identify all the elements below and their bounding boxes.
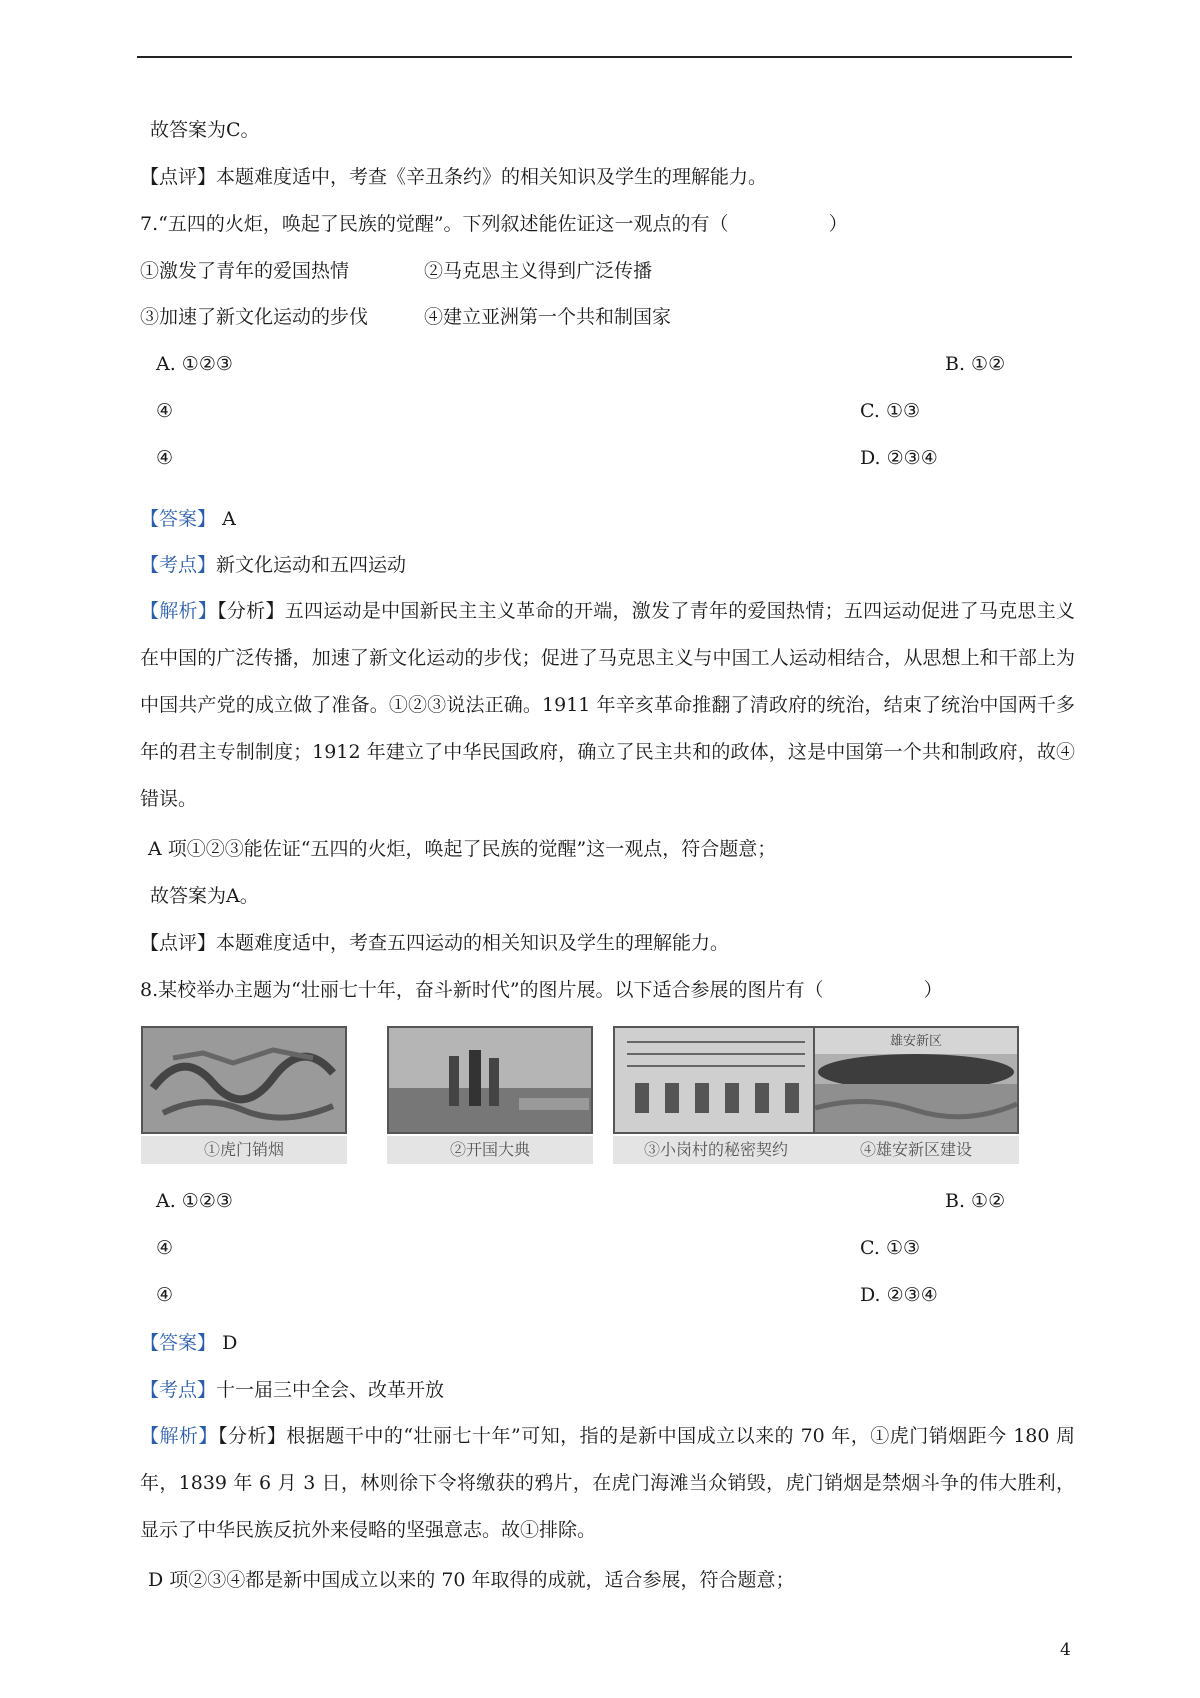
- point-tag: 【考点】: [140, 554, 217, 576]
- q8-option-b-cont: ④: [156, 1237, 174, 1259]
- q8-analysis: [140, 1413, 1075, 1554]
- point-tag: 【考点】: [140, 1379, 217, 1401]
- comment-text: 本题难度适中，考查五四运动的相关知识及学生的理解能力。: [216, 932, 730, 954]
- q8-stem-text: 8.某校举办主题为“壮丽七十年，奋斗新时代”的图片展。以下适合参展的图片有（: [140, 979, 824, 1001]
- point-text: 新文化运动和五四运动: [216, 554, 407, 576]
- q7-stem: [140, 211, 848, 237]
- q7-option-d: D. ②③④: [860, 447, 938, 469]
- picture-humen: [141, 1026, 347, 1166]
- answer-tag: 【答案】: [140, 1332, 217, 1354]
- answer-value: D: [222, 1332, 238, 1354]
- q8-picture-strip: [141, 1026, 987, 1166]
- q7-answer: [140, 506, 236, 532]
- q7-analysis: [140, 588, 1075, 823]
- prev-answer-line: 故答案为C。: [150, 119, 260, 141]
- q8-option-d: D. ②③④: [860, 1284, 938, 1306]
- header-rule: [137, 56, 1072, 58]
- answer-tag: 【答案】: [140, 508, 217, 530]
- q7-answer-line: 故答案为A。: [150, 885, 259, 907]
- analysis-tag: 【解析】: [140, 600, 218, 622]
- comment-text: 本题难度适中，考查《辛丑条约》的相关知识及学生的理解能力。: [216, 166, 768, 188]
- q8-stem: [140, 977, 943, 1003]
- q7-item-4: ④建立亚洲第一个共和制国家: [424, 306, 672, 328]
- picture-founding-ceremony-caption: ②开国大典: [387, 1136, 593, 1164]
- analysis-text: 【分析】五四运动是中国新民主主义革命的开端，激发了青年的爱国热情；五四运动促进了马克思主义在中国的广泛传播，加速了新文化运动的步伐；促进了马克思主义与中国工人运动相结合，从思想上和干部上为中国共产党的成立做了准备。①②③说法正确。1911 年辛亥革命推翻了清政府的统治，结束了统治中国两千多年的君主专制制度；1912 年建立了中华民国政府，确立了民主共和的政体，这是中国第一个共和制政府，故④错误。: [140, 600, 1075, 810]
- q8-option-c: C. ①③: [860, 1237, 921, 1259]
- q8-conclusion: D 项②③④都是新中国成立以来的 70 年取得的成就，适合参展，符合题意；: [148, 1569, 795, 1591]
- analysis-tag: 【解析】: [140, 1425, 218, 1447]
- q7-point: [140, 552, 406, 578]
- q8-option-a: A. ①②③: [156, 1190, 233, 1212]
- q7-stem-close: ）: [828, 213, 848, 235]
- q7-option-a: A. ①②③: [156, 353, 233, 375]
- picture-xiongan-top-label: 雄安新区: [889, 1034, 942, 1049]
- q7-option-c: C. ①③: [860, 400, 921, 422]
- prev-comment: [140, 164, 767, 190]
- point-text: 十一届三中全会、改革开放: [216, 1379, 445, 1401]
- q7-item-1: ①激发了青年的爱国热情: [140, 260, 350, 282]
- picture-xiongan: [813, 1026, 1019, 1166]
- q7-option-b-cont: ④: [156, 400, 174, 422]
- q7-item-3: ③加速了新文化运动的步伐: [140, 306, 369, 328]
- q8-stem-close: ）: [923, 979, 943, 1001]
- picture-xiaogang-contract-caption: ③小岗村的秘密契约: [613, 1136, 819, 1164]
- q7-item-2: ②马克思主义得到广泛传播: [424, 260, 653, 282]
- analysis-text: 【分析】根据题干中的“壮丽七十年”可知，指的是新中国成立以来的 70 年，①虎门销烟距今 180 周年，1839 年 6 月 3 日，林则徐下令将缴获的鸦片，在虎门海滩当众销毁，虎门销烟是禁烟斗争的伟大胜利，显示了中华民族反抗外来侵略的坚强意志。故①排除。: [140, 1425, 1075, 1541]
- page-number: 4: [1060, 1640, 1071, 1660]
- picture-humen-caption: ①虎门销烟: [141, 1136, 347, 1164]
- q8-point: [140, 1377, 444, 1403]
- picture-humen-image: [141, 1026, 347, 1134]
- comment-tag: 【点评】: [140, 932, 217, 954]
- picture-founding-ceremony-image: [387, 1026, 593, 1134]
- answer-value: A: [222, 508, 236, 530]
- q8-answer: [140, 1330, 237, 1356]
- q7-option-b: B. ①②: [945, 353, 1006, 375]
- q7-stem-text: 7.“五四的火炬，唤起了民族的觉醒”。下列叙述能佐证这一观点的有（: [140, 213, 729, 235]
- picture-xiongan-caption: ④雄安新区建设: [813, 1136, 1019, 1164]
- q7-conclusion: A 项①②③能佐证“五四的火炬，唤起了民族的觉醒”这一观点，符合题意；: [148, 838, 777, 860]
- comment-tag: 【点评】: [140, 166, 217, 188]
- picture-xiongan-image: [813, 1026, 1019, 1134]
- picture-xiaogang-contract: [613, 1026, 819, 1166]
- q7-option-c-cont: ④: [156, 447, 174, 469]
- picture-founding-ceremony: [387, 1026, 593, 1166]
- picture-xiaogang-contract-image: [613, 1026, 819, 1134]
- q7-comment: [140, 930, 729, 956]
- q8-option-b: B. ①②: [945, 1190, 1006, 1212]
- q8-option-c-cont: ④: [156, 1284, 174, 1306]
